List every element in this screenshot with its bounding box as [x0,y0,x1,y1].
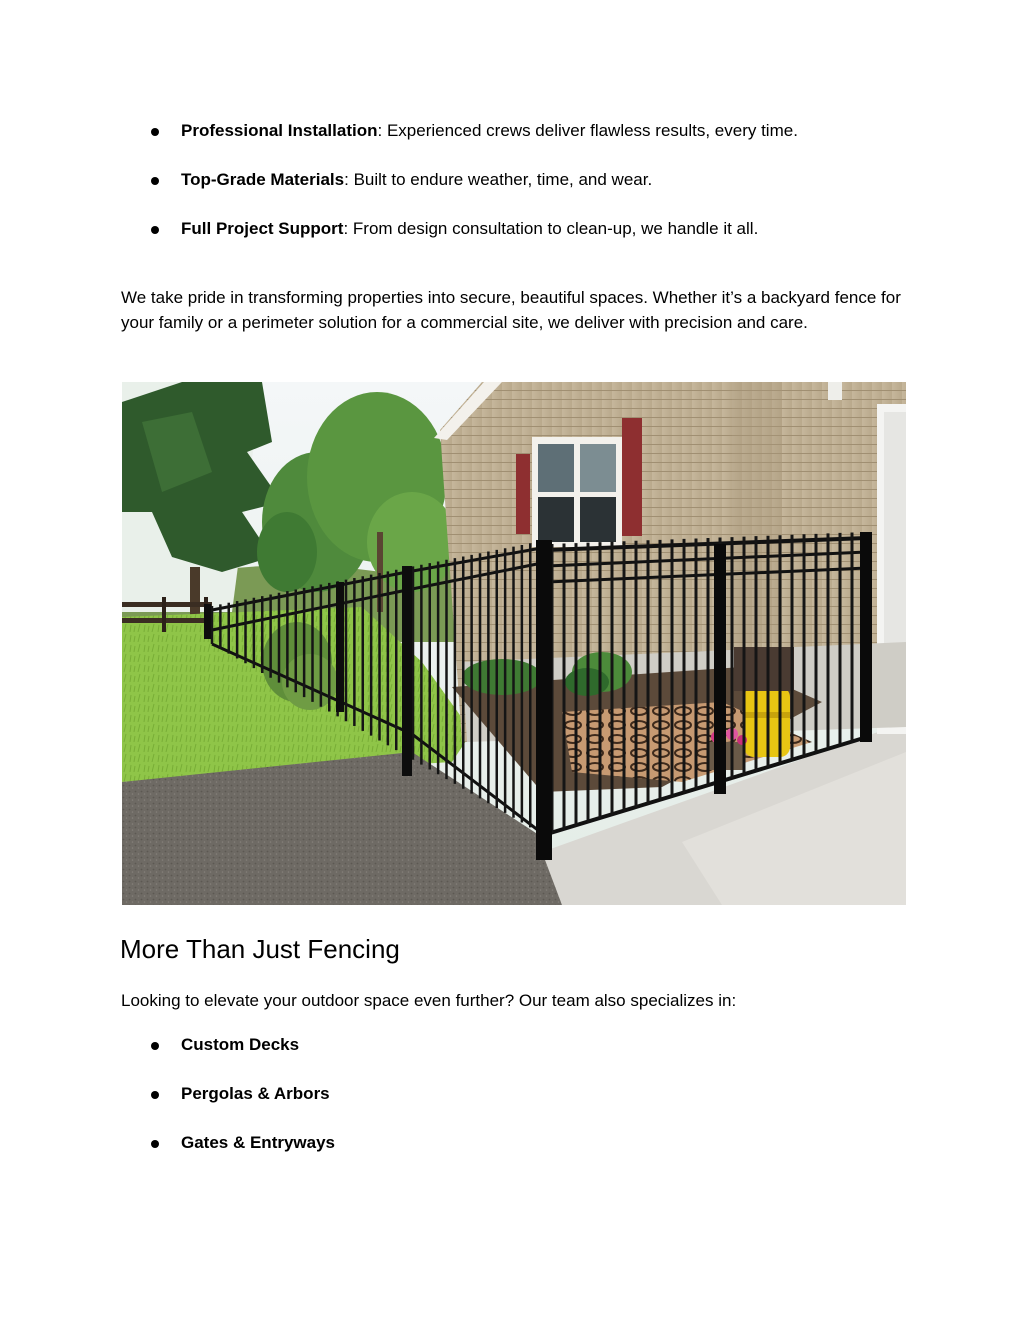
feature-desc: : From design consultation to clean-up, we handle it all. [343,219,759,238]
section-lead: Looking to elevate your outdoor space even further? Our team also specializes in: [121,991,737,1010]
service-label: Pergolas & Arbors [181,1084,330,1103]
feature-label: Full Project Support [181,219,344,238]
bullet-icon [151,128,159,136]
service-label: Gates & Entryways [181,1133,336,1152]
fence-photo [122,382,906,905]
feature-label: Professional Installation [181,121,378,140]
section-heading: More Than Just Fencing [120,934,400,964]
bullet-icon [151,1140,159,1148]
bullet-icon [151,226,159,234]
bullet-icon [151,1042,159,1050]
bullet-icon [151,177,159,185]
feature-desc: : Built to endure weather, time, and wear. [344,170,653,189]
service-label: Custom Decks [181,1035,300,1054]
intro-paragraph: We take pride in transforming properties into secure, beautiful spaces. Whether it’s a backyard fence for your family or a perimeter solution for a commercial site, we deliver with precision and care. [121,288,901,332]
feature-desc: : Experienced crews deliver flawless results, every time. [377,121,798,140]
feature-label: Top-Grade Materials [181,170,345,189]
bullet-icon [151,1091,159,1099]
